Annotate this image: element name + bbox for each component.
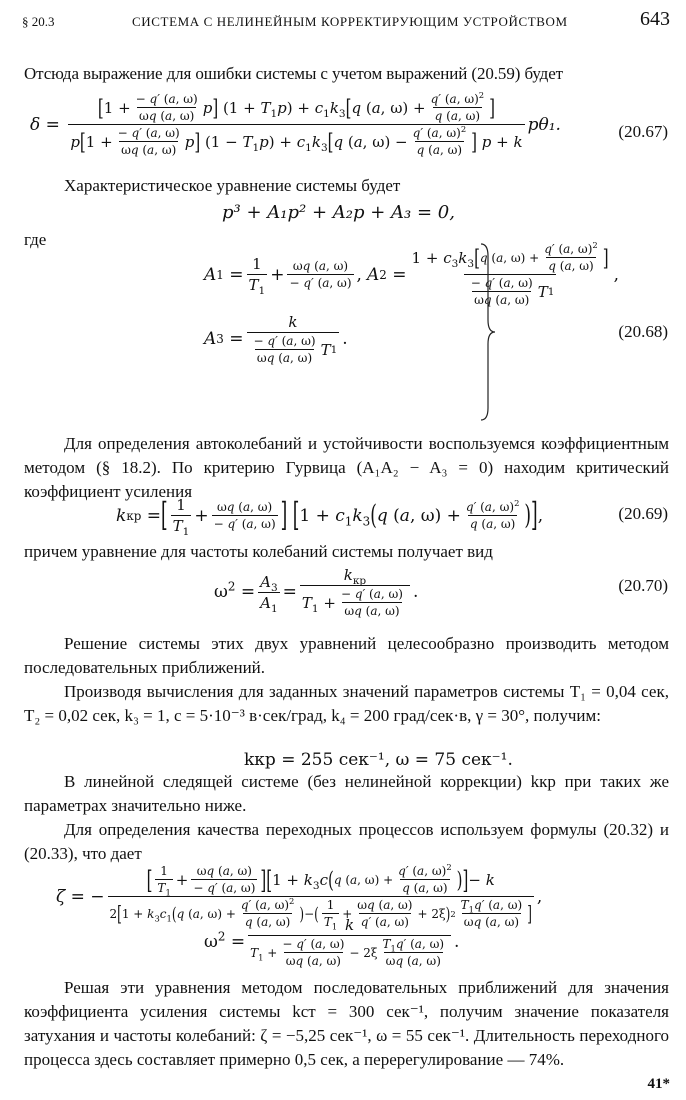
paragraph-conclusion: Решая эти уравнения методом последовательных приближений для значения коэффициента усиления системы kст = 300 сек⁻¹, получим значение показателя затухания и частоты колебаний: ζ = −5,25 сек⁻¹, ω = 55 сек⁻¹. Длительность переходного процесса здесь составляет примерно 0,5 сек, а перерегулирование — 74%.	[24, 978, 669, 1069]
equation-zeta: ζ = − [ $\frac{1}{T_1}$ + $\frac{\omega q (a, \omega)}{- q' (a, \omega)}$ ] [ $1 + k_3c$ ( q (a, ω) + $\frac{q' (a, \omega)^2}{q (a, \omega)}$ ) ] − k 2 [ $1 + k_3c_1$ ( q (a, ω) + $\frac{q' (a, \omega)^2}{q (a, \omega)}$ ) − ( $\frac{1}{T_1}$ + $\frac{\omega q (a, \omega)}{q' (a, \omega)}$ + 2ξ ) 2 $\frac{T_1q' (a, \omega)}{\omega q (a, \omega)}$ ] ,	[56, 862, 543, 932]
equation-omega-squared: $\omega^2$ = k $T_1$ + $\frac{- q' (a, \omega)}{\omega q (a, \omega)}$ − 2ξ $\frac{T_1q' (a, \omega)}{\omega q (a, \omega)}$ .	[204, 916, 460, 968]
eq-A3: A 3 = k $\frac{- q' (a, \omega)}{\omega q (a, \omega)}$ T 1 .	[204, 313, 348, 365]
paragraph-hurwitz: Для определения автоколебаний и устойчивости воспользуемся коэффициентным методом (§ 18.2). По критерию Гурвица (A₁A₂ − A₃ = 0) находим критический коэффициент усиления	[24, 434, 669, 501]
paragraph-characteristic: Характеристическое уравнение системы будет	[64, 176, 401, 195]
section-number: § 20.3	[22, 14, 55, 29]
chapter-title: СИСТЕМА С НЕЛИНЕЙНЫМ КОРРЕКТИРУЮЩИМ УСТРОЙСТВОМ	[132, 14, 568, 29]
printer-signature: 41*	[647, 1076, 670, 1092]
paragraph-solution-method: Решение системы этих двух уравнений целесообразно производить методом последовательных приближений.	[24, 634, 669, 677]
delta-symbol: δ	[30, 114, 41, 135]
paragraph-linear: В линейной следящей системе (без нелинейной коррекции) kкр при таких же параметрах значительно ниже.	[24, 772, 669, 815]
equation-20-70: $\omega^2$ = $\frac{A_3}{A_1}$ = $k_{кр}$ $T_1$ + $\frac{- q' (a, \omega)}{\omega q (a, \omega)}$ .	[214, 566, 419, 618]
equation-20-67: δ = [ 1 + $\frac{- q' (a, \omega)}{\omega q (a, \omega)}$ p ] $(1 + T_1p) + c_1k_3$ [ q (a, ω) + $\frac{q' (a, \omega)^2}{q (a, \omega)}$ ] p [ 1 + $\frac{- q' (a, \omega)}{\omega q (a, \omega)}$ p ] $(1 - T_1p) + c_1k_3$ [ q (a, ω) − $\frac{q' (a, \omega)^2}{q (a, \omega)}$ ] p + k pθ₁.	[30, 90, 561, 157]
page-number: 643	[640, 8, 670, 30]
word-where: где	[24, 230, 47, 249]
error-fraction: [ 1 + $\frac{- q' (a, \omega)}{\omega q (a, \omega)}$ p ] $(1 + T_1p) + c_1k_3$ [ q (a, ω) + $\frac{q' (a, \omega)^2}{q (a, \omega)}$ ] p [ 1 + $\frac{- q' (a, \omega)}{\omega q (a, \omega)}$ p ] $(1 - T_1p) + c_1k_3$ [ q (a, ω) − $\frac{q' (a, \omega)^2}{q (a, \omega)}$ ] p + k	[70, 90, 523, 157]
eq-tail: pθ₁.	[527, 114, 561, 135]
paragraph-frequency-intro: причем уравнение для частоты колебаний системы получает вид	[24, 542, 493, 561]
eq-A2: A 2 = $1 + c_3k_3$ [ q (a, ω) + $\frac{q' (a, \omega)^2}{q (a, \omega)}$ ] $\frac{- q' (a, \omega)}{\omega q (a, \omega)}$ T 1 ,	[367, 240, 620, 307]
characteristic-equation: p³ + A₁p² + A₂p + A₃ = 0,	[222, 202, 455, 223]
equation-number-20-70: (20.70)	[618, 576, 668, 595]
paragraph-params: Производя вычисления для заданных значений параметров системы T₁ = 0,04 сек, T₂ = 0,02 сек, k₃ = 1, c = 5·10⁻³ в·сек/град, k₄ = 200 град/сек·в, γ = 30°, получим:	[24, 682, 669, 725]
equation-number-20-67: (20.67)	[618, 122, 668, 141]
right-brace	[478, 242, 498, 422]
equation-system-20-68	[204, 242, 686, 365]
paragraph-transient: Для определения качества переходных процессов используем формулы (20.32) и (20.33), что дает	[24, 820, 669, 863]
result-line: kкр = 255 сек⁻¹, ω = 75 сек⁻¹.	[244, 750, 513, 770]
running-header	[22, 8, 670, 38]
paragraph-intro: Отсюда выражение для ошибки системы с учетом выражений (20.59) будет	[24, 64, 563, 83]
equation-20-69: k кр = [ $\frac{1}{T_1}$ + $\frac{\omega q (a, \omega)}{- q' (a, \omega)}$ ] [ $1 + c_1k_3$ ( q (a, ω) + $\frac{q' (a, \omega)^2}{q (a, \omega)}$ ) ] ,	[116, 496, 544, 538]
equation-number-20-69: (20.69)	[618, 504, 668, 523]
eq-A1: A 1 = $\frac{1}{T_1}$ + $\frac{\omega q (a, \omega)}{- q' (a, \omega)}$ ,	[204, 255, 362, 297]
equation-number-20-68: (20.68)	[618, 322, 668, 341]
